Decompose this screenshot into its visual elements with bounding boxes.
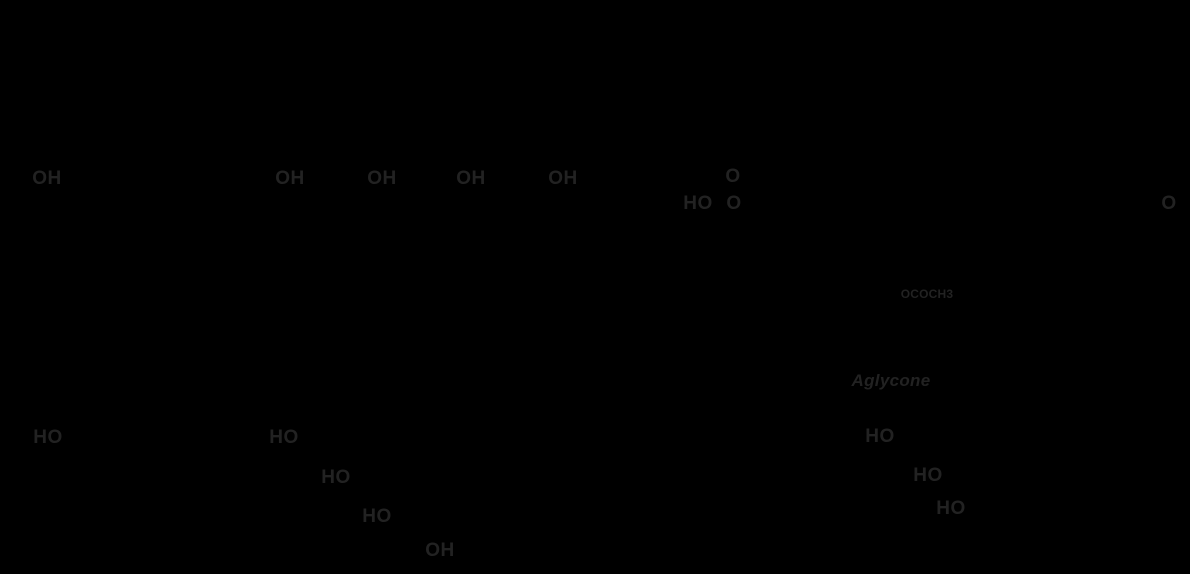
oh-label: OH (367, 168, 397, 189)
o-label: O (725, 166, 741, 187)
ho-label: HO (362, 506, 392, 527)
oh-label: OH (425, 540, 455, 561)
o-label: O (1161, 193, 1177, 214)
ho-label: HO (33, 427, 63, 448)
ho-label: HO (269, 427, 299, 448)
oh-label: OH (275, 168, 305, 189)
oh-label: OH (456, 168, 486, 189)
ho-label: HO (913, 465, 943, 486)
o-label: O (726, 193, 742, 214)
oh-label: OH (548, 168, 578, 189)
ho-label: HO (936, 498, 966, 519)
ho-label: HO (865, 426, 895, 447)
substituent-label: OCOCH3 (900, 287, 954, 301)
ho-label: HO (683, 193, 713, 214)
ho-label: HO (321, 467, 351, 488)
moiety-name-label: Aglycone (851, 371, 931, 390)
oh-label: OH (32, 168, 62, 189)
